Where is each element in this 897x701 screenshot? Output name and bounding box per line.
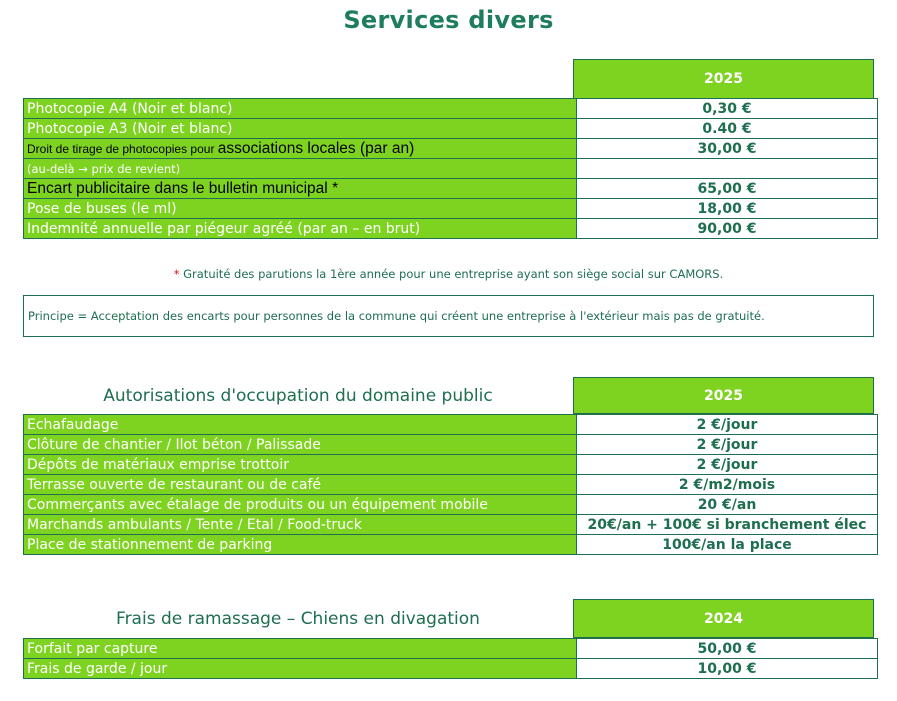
row-value: 0,30 € (577, 99, 878, 119)
row-label: Echafaudage (24, 415, 577, 435)
table-row (24, 659, 878, 679)
ramassage-table (23, 638, 878, 679)
footnote (0, 267, 897, 281)
row-label-part1: Droit de tirage de photocopies pour (27, 141, 218, 156)
occupation-section-title: Autorisations d'occupation du domaine public (103, 386, 493, 406)
principle-text: Principe = Acceptation des encarts pour personnes de la commune qui créent une entreprise à l'extérieur mais pas de gratuité. (28, 309, 765, 323)
table-row (24, 515, 878, 535)
row-label (24, 159, 577, 179)
row-label: Pose de buses (le ml) (24, 199, 577, 219)
table-row (24, 495, 878, 515)
table-row (24, 415, 878, 435)
table-row (24, 475, 878, 495)
row-label: Terrasse ouverte de restaurant ou de café (24, 475, 577, 495)
row-label-part2: associations locales (par an) (217, 139, 415, 157)
row-value: 20€/an + 100€ si branchement élec (577, 515, 878, 535)
table-row (24, 199, 878, 219)
row-value: 65,00 € (577, 179, 878, 199)
table-row (24, 535, 878, 555)
row-label: Dépôts de matériaux emprise trottoir (24, 455, 577, 475)
ramassage-section-title: Frais de ramassage – Chiens en divagation (116, 609, 480, 629)
row-value: 100€/an la place (577, 535, 878, 555)
table-row (24, 159, 878, 179)
occupation-year-header: 2025 (573, 377, 874, 414)
row-label: Clôture de chantier / Ilot béton / Palissade (24, 435, 577, 455)
row-value: 50,00 € (577, 639, 878, 659)
row-label: Indemnité annuelle par piégeur agréé (par an – en brut) (24, 219, 577, 239)
table-row (24, 119, 878, 139)
row-label (24, 179, 577, 199)
row-value: 2 €/jour (577, 415, 878, 435)
footnote-text: Gratuité des parutions la 1ère année pour une entreprise ayant son siège social sur CAMORS. (179, 267, 724, 281)
table-row (24, 435, 878, 455)
row-value (577, 159, 878, 179)
row-label: Marchands ambulants / Tente / Etal / Food-truck (24, 515, 577, 535)
table-row (24, 455, 878, 475)
row-value: 18,00 € (577, 199, 878, 219)
services-table (23, 98, 878, 239)
table-row (24, 139, 878, 159)
row-label: Photocopie A4 (Noir et blanc) (24, 99, 577, 119)
row-label: Photocopie A3 (Noir et blanc) (24, 119, 577, 139)
row-label: Commerçants avec étalage de produits ou un équipement mobile (24, 495, 577, 515)
row-value: 30,00 € (577, 139, 878, 159)
table-row (24, 99, 878, 119)
principle-box (23, 295, 874, 337)
services-year-header: 2025 (573, 59, 874, 99)
row-label-text: (au-delà → prix de revient) (27, 161, 181, 176)
occupation-table (23, 414, 878, 555)
row-value: 2 €/jour (577, 455, 878, 475)
table-row (24, 639, 878, 659)
page-title: Services divers (343, 6, 554, 34)
row-label: Frais de garde / jour (24, 659, 577, 679)
row-value: 0.40 € (577, 119, 878, 139)
row-value: 20 €/an (577, 495, 878, 515)
row-value: 90,00 € (577, 219, 878, 239)
row-label: Forfait par capture (24, 639, 577, 659)
ramassage-year-header: 2024 (573, 599, 874, 638)
row-label: Place de stationnement de parking (24, 535, 577, 555)
row-value: 2 €/m2/mois (577, 475, 878, 495)
row-label-text: Encart publicitaire dans le bulletin municipal (27, 179, 328, 197)
table-row (24, 179, 878, 199)
asterisk-marker: * (332, 179, 339, 197)
table-row (24, 219, 878, 239)
asterisk-marker: * (173, 267, 180, 281)
row-value: 2 €/jour (577, 435, 878, 455)
row-label (24, 139, 577, 159)
row-value: 10,00 € (577, 659, 878, 679)
